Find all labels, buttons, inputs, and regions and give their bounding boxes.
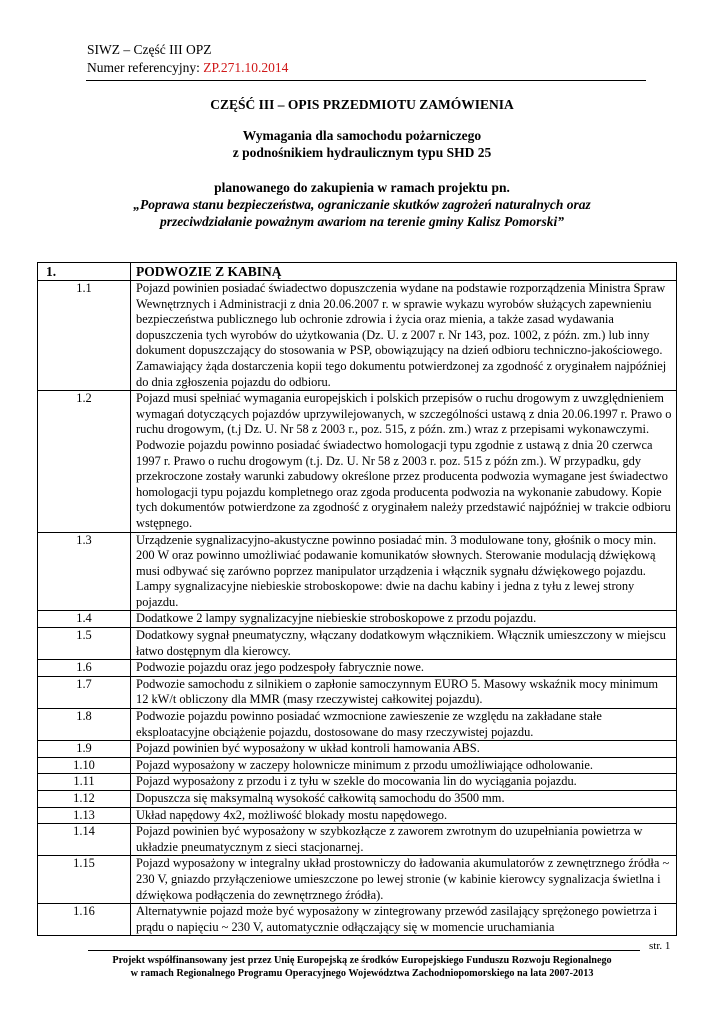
row-text: Dodatkowy sygnał pneumatyczny, włączany dodatkowym włącznikiem. Włącznik umieszczony w miejscu łatwo dostępnym dla kierowcy.	[131, 628, 677, 660]
row-text: Układ napędowy 4x2, możliwość blokady mostu napędowego.	[131, 807, 677, 824]
planned-purchase-line: planowanego do zakupienia w ramach projektu pn.	[214, 180, 510, 195]
table-row	[38, 391, 677, 532]
row-text: Alternatywnie pojazd może być wyposażony w zintegrowany przewód zasilający sprężonego powietrza i prądu o napięciu ~ 230 V, automatycznie odłączający się w momencie uruchamiania	[131, 904, 677, 936]
requirements-title-line-2: z podnośnikiem hydraulicznym typu SHD 25	[232, 145, 492, 160]
row-text: Pojazd powinien być wyposażony w układ kontroli hamowania ABS.	[131, 741, 677, 758]
row-number: 1.12	[38, 791, 131, 808]
row-number: 1.16	[38, 904, 131, 936]
row-number: 1.15	[38, 856, 131, 904]
row-text: Dodatkowe 2 lampy sygnalizacyjne niebieskie stroboskopowe z przodu pojazdu.	[131, 611, 677, 628]
requirements-title	[40, 127, 684, 161]
row-number: 1.3	[38, 532, 131, 611]
row-number: 1.2	[38, 391, 131, 532]
row-number: 1.4	[38, 611, 131, 628]
table-row	[38, 660, 677, 677]
row-number: 1.11	[38, 774, 131, 791]
table-row	[38, 904, 677, 936]
row-number: 1.1	[38, 281, 131, 391]
project-name-line-2: przeciwdziałanie poważnym awariom na terenie gminy Kalisz Pomorski”	[160, 214, 564, 229]
section-header-row	[38, 263, 677, 281]
header-reference-line	[87, 59, 288, 77]
funding-footer-line-1: Projekt współfinansowany jest przez Unię Europejską ze środków Europejskiego Funduszu Rozwoju Regionalnego	[112, 955, 612, 966]
reference-label: Numer referencyjny:	[87, 60, 204, 75]
row-text: Pojazd wyposażony w integralny układ prostowniczy do ładowania akumulatorów z zewnętrznego źródła ~ 230 V, gniazdo przyłączeniowe umieszczone po lewej stronie (w kabinie kierowcy sygnalizacja świetlna i dźwiękowa podłączenia do zewnętrznego źródła).	[131, 856, 677, 904]
footer-divider	[88, 950, 640, 951]
table-row	[38, 281, 677, 391]
row-paragraph: Podwozie pojazdu powinno posiadać świadectwo homologacji typu zgodnie z ustawą z dnia 20 czerwca 1997 r. Prawo o ruchu drogowym (t.j. Dz. U. Nr 58 z 2003 r. poz. 515 z późn zm.). W przypadku, gdy przekroczone zostały warunki zabudowy określone przez producenta podwozia wymagane jest świadectwo homologacji typu pojazdu kompletnego oraz zgoda producenta podwozia na wykonanie zabudowy. Kopie tych dokumentów potwierdzone za zgodność z oryginałem należy przedstawić najpóźniej w trakcie odbioru wstępnego.	[136, 437, 671, 530]
funding-footer	[60, 954, 664, 980]
row-text: Podwozie samochodu z silnikiem o zapłonie samoczynnym EURO 5. Masowy wskaźnik mocy minimum 12 kW/t obliczony dla MMR (masy rzeczywistej całkowitej pojazdu).	[131, 676, 677, 708]
row-text: Pojazd powinien posiadać świadectwo dopuszczenia wydane na podstawie rozporządzenia Ministra Spraw Wewnętrznych i Administracji z dnia 20.06.2007 r. w sprawie wykazu wyrobów służących zapewnieniu bezpieczeństwa publicznego lub ochronie zdrowia i życia oraz mienia, a także zasad wydawania dopuszczenia tych wyrobów do użytkowania (Dz. U. z 2007 r. Nr 143, poz. 1002, z późn. zm.) lub inny dokument dopuszczający do stosowania w PSP, obowiązujący na dzień odbioru techniczno-jakościowego. Zamawiający żąda dostarczenia kopii tego dokumentu potwierdzonej za zgodność z oryginałem najpóźniej do dnia zgłoszenia pojazdu do odbioru.	[131, 281, 677, 391]
row-text: Dopuszcza się maksymalną wysokość całkowitą samochodu do 3500 mm.	[131, 791, 677, 808]
row-text: Pojazd wyposażony z przodu i z tyłu w szekle do mocowania lin do wyciągania pojazdu.	[131, 774, 677, 791]
row-text: Pojazd powinien być wyposażony w szybkozłącze z zaworem zwrotnym do uzupełniania powietrza w układzie pneumatycznym z sieci stacjonarnej.	[131, 824, 677, 856]
row-number: 1.9	[38, 741, 131, 758]
requirements-title-line-1: Wymagania dla samochodu pożarniczego	[242, 128, 482, 143]
table-row	[38, 856, 677, 904]
row-text	[131, 391, 677, 532]
row-number: 1.7	[38, 676, 131, 708]
table-row	[38, 709, 677, 741]
reference-number: ZP.271.10.2014	[203, 60, 289, 75]
table-row	[38, 628, 677, 660]
funding-footer-line-2: w ramach Regionalnego Programu Operacyjnego Województwa Zachodniopomorskiego na lata 2007-2013	[130, 968, 594, 979]
table-row	[38, 741, 677, 758]
table-row	[38, 791, 677, 808]
project-name-line-1: „Poprawa stanu bezpieczeństwa, ograniczanie skutków zagrożeń naturalnych oraz	[133, 197, 591, 212]
table-row	[38, 676, 677, 708]
row-number: 1.14	[38, 824, 131, 856]
table-row	[38, 611, 677, 628]
row-text: Urządzenie sygnalizacyjno-akustyczne powinno posiadać min. 3 modulowane tony, głośnik o mocy min. 200 W oraz powinno umożliwiać podawanie komunikatów słownych. Sterowanie modulacją dźwiękową musi odbywać się zarówno poprzez manipulator urządzenia i włącznik sygnału dźwiękowego pojazdu. Lampy sygnalizacyjne niebieskie stroboskopowe: dwie na dachu kabiny i jedna z tyłu z lewej strony pojazdu.	[131, 532, 677, 611]
table-row	[38, 757, 677, 774]
header-divider	[86, 80, 646, 81]
row-number: 1.10	[38, 757, 131, 774]
table-row	[38, 774, 677, 791]
project-block	[40, 179, 684, 230]
row-number: 1.6	[38, 660, 131, 677]
specification-table	[37, 262, 677, 936]
row-paragraph: Pojazd musi spełniać wymagania europejskich i polskich przepisów o ruchu drogowym z uwzględnieniem wymagań dotyczących pojazdów uprzywilejowanych, w szczególności ustawą z dnia 20.06.1997 r. Prawo o ruchu drogowym, (t.j Dz. U. Nr 58 z 2003 r., poz. 515, z późn. zm.) wraz z przepisami wykonawczymi.	[136, 391, 672, 437]
row-number: 1.5	[38, 628, 131, 660]
page-number: str. 1	[649, 940, 671, 952]
table-row	[38, 532, 677, 611]
header-document-label: SIWZ – Część III OPZ	[87, 42, 212, 57]
row-text: Podwozie pojazdu powinno posiadać wzmocnione zawieszenie ze względu na zakładane stałe eksploatacyjne obciążenie pojazdu, dostosowane do masy rzeczywistej pojazdu.	[131, 709, 677, 741]
document-header	[87, 41, 288, 77]
table-row	[38, 807, 677, 824]
row-number: 1.13	[38, 807, 131, 824]
table-row	[38, 824, 677, 856]
row-number: 1.8	[38, 709, 131, 741]
part-title: CZĘŚĆ III – OPIS PRZEDMIOTU ZAMÓWIENIA	[210, 97, 514, 112]
row-text: Pojazd wyposażony w zaczepy holownicze minimum z przodu umożliwiające odholowanie.	[131, 757, 677, 774]
section-title: PODWOZIE Z KABINĄ	[131, 263, 677, 281]
section-number: 1.	[38, 263, 131, 281]
row-text: Podwozie pojazdu oraz jego podzespoły fabrycznie nowe.	[131, 660, 677, 677]
